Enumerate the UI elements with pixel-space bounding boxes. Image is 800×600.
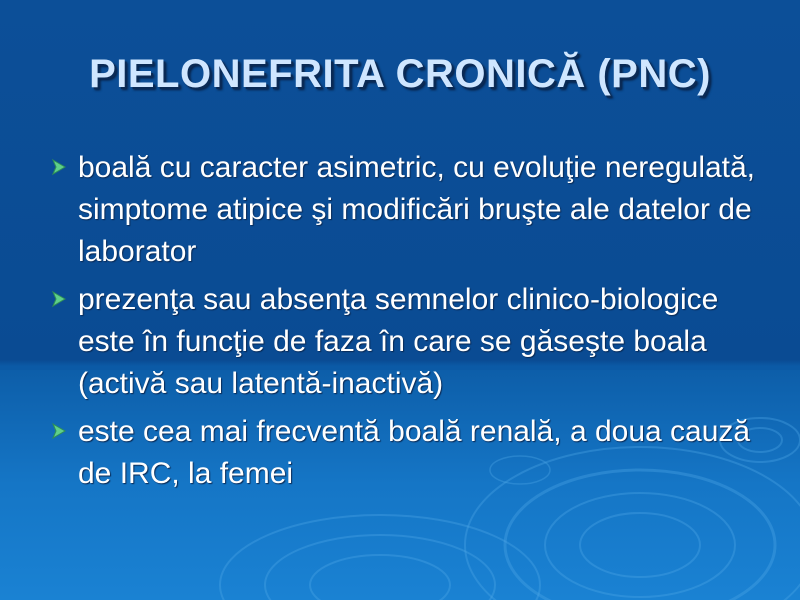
bullet-item <box>48 147 758 273</box>
arrow-bullet-icon <box>50 158 68 176</box>
bullet-item <box>48 411 758 495</box>
arrow-bullet-icon <box>50 290 68 308</box>
bullet-list <box>48 147 758 501</box>
arrow-bullet-icon <box>50 422 68 440</box>
bullet-item <box>48 279 758 405</box>
slide-title: PIELONEFRITA CRONICĂ (PNC) <box>89 52 711 96</box>
bullet-text: prezenţa sau absenţa semnelor clinico-biologice este în funcţie de faza în care se găseşte boala (activă sau latentă-inactivă) <box>78 283 719 400</box>
bullet-text: boală cu caracter asimetric, cu evoluţie neregulată, simptome atipice şi modificări bruşte ale datelor de laborator <box>78 151 756 268</box>
bullet-text: este cea mai frecventă boală renală, a doua cauză de IRC, la femei <box>78 415 751 490</box>
